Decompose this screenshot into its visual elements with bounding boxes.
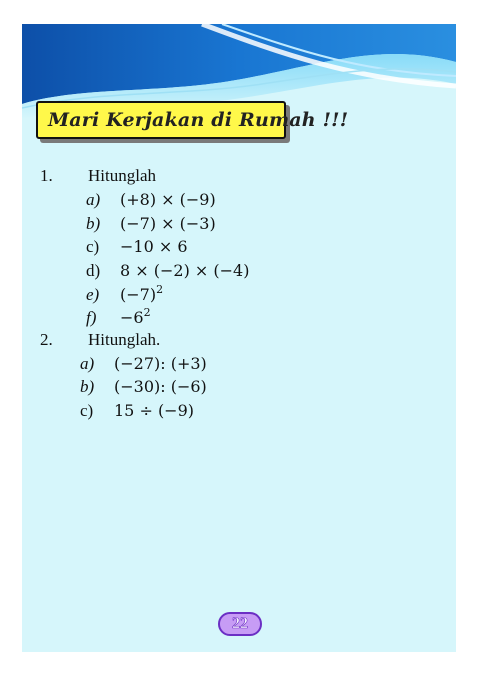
item-label: e) [86,285,100,304]
worksheet-page [22,24,456,652]
math-expression: (+8) × (−9) [120,190,216,209]
item-label: b) [80,377,95,396]
item-label: b) [86,214,101,233]
item-label: a) [80,354,95,373]
page-number-badge: 22 [218,612,262,636]
math-expression: 8 × (−2) × (−4) [120,261,250,280]
math-expression: 15 ÷ (−9) [114,401,195,420]
item-label: a) [86,190,101,209]
title-box [36,101,349,139]
question-text: Hitunglah [88,166,156,185]
question-number: 2. [40,330,53,349]
item-label: c) [80,401,94,420]
expression-exponent: 2 [156,283,164,296]
math-expression: (−30): (−6) [114,377,207,396]
page-title: Mari Kerjakan di Rumah !!! [48,109,349,131]
item-label: f) [86,308,97,327]
math-expression [120,308,151,327]
question-text: Hitunglah. [88,330,161,349]
expression-exponent: 2 [143,306,151,319]
item-label: c) [86,237,100,256]
expression-base: −6 [120,308,144,327]
math-expression: (−27): (+3) [114,354,207,373]
expression-base: (−7) [120,285,157,304]
math-expression [120,285,163,304]
item-label: d) [86,261,101,280]
math-expression: (−7) × (−3) [120,214,216,233]
math-expression: −10 × 6 [120,237,188,256]
question-number: 1. [40,166,53,185]
